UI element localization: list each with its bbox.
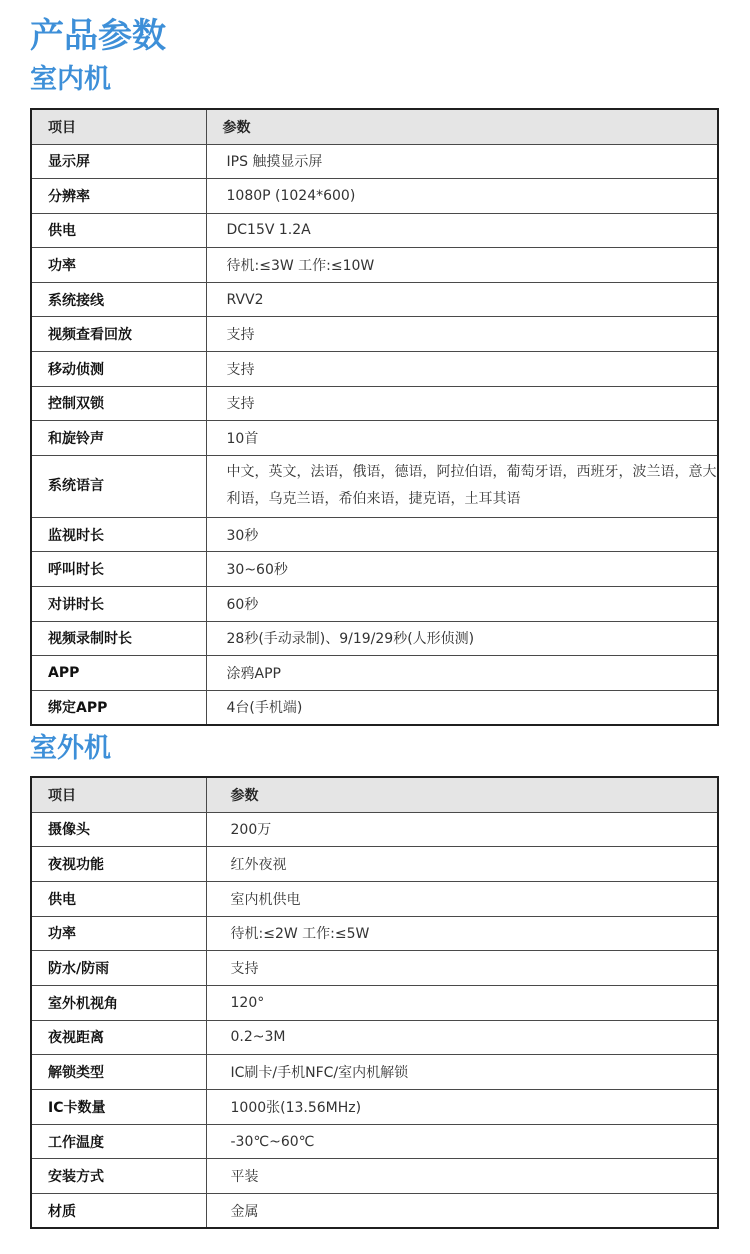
table-row — [31, 951, 718, 986]
indoor-spec-table — [30, 108, 719, 726]
table-row — [31, 1090, 718, 1125]
spec-value: 红外夜视 — [206, 847, 718, 882]
spec-item: 供电 — [31, 213, 206, 248]
spec-value: RVV2 — [206, 282, 718, 317]
spec-value: 200万 — [206, 812, 718, 847]
table-row — [31, 317, 718, 352]
spec-value: 4台(手机端) — [206, 690, 718, 725]
spec-item: 功率 — [31, 248, 206, 283]
table-row — [31, 1124, 718, 1159]
page-title: 产品参数 — [30, 16, 166, 56]
spec-item: 对讲时长 — [31, 587, 206, 622]
spec-value: -30℃~60℃ — [206, 1124, 718, 1159]
table-row — [31, 1194, 718, 1229]
spec-value: 中文，英文，法语，俄语，德语，阿拉伯语，葡萄牙语，西班牙，波兰语，意大利语，乌克兰语，希伯来语，捷克语，土耳其语 — [206, 455, 718, 517]
header-param: 参数 — [206, 777, 718, 812]
spec-item: 防水/防雨 — [31, 951, 206, 986]
spec-item: 分辨率 — [31, 179, 206, 214]
spec-item: 控制双锁 — [31, 386, 206, 421]
spec-value: DC15V 1.2A — [206, 213, 718, 248]
spec-item: 工作温度 — [31, 1124, 206, 1159]
table-row — [31, 587, 718, 622]
table-row — [31, 690, 718, 725]
table-row — [31, 1159, 718, 1194]
table-row — [31, 455, 718, 517]
spec-item: 系统接线 — [31, 282, 206, 317]
spec-item: 移动侦测 — [31, 352, 206, 387]
spec-item: 室外机视角 — [31, 985, 206, 1020]
header-param: 参数 — [206, 109, 718, 144]
table-row — [31, 621, 718, 656]
spec-item: IC卡数量 — [31, 1090, 206, 1125]
header-item: 项目 — [31, 109, 206, 144]
spec-item: 摄像头 — [31, 812, 206, 847]
table-row — [31, 352, 718, 387]
spec-item: 呼叫时长 — [31, 552, 206, 587]
table-row — [31, 213, 718, 248]
spec-value: 60秒 — [206, 587, 718, 622]
spec-item: 供电 — [31, 881, 206, 916]
table-row — [31, 552, 718, 587]
table-row — [31, 421, 718, 456]
spec-value: 支持 — [206, 352, 718, 387]
table-row — [31, 812, 718, 847]
spec-item: 显示屏 — [31, 144, 206, 179]
outdoor-section-title: 室外机 — [30, 733, 111, 764]
spec-item: 安装方式 — [31, 1159, 206, 1194]
table-header-row — [31, 777, 718, 812]
table-row — [31, 248, 718, 283]
spec-value: 支持 — [206, 951, 718, 986]
spec-value: 10首 — [206, 421, 718, 456]
table-row — [31, 985, 718, 1020]
spec-item: 解锁类型 — [31, 1055, 206, 1090]
table-row — [31, 1055, 718, 1090]
spec-value: 120° — [206, 985, 718, 1020]
spec-item: 材质 — [31, 1194, 206, 1229]
spec-value: 1080P (1024*600) — [206, 179, 718, 214]
table-row — [31, 1020, 718, 1055]
table-row — [31, 656, 718, 691]
table-row — [31, 179, 718, 214]
table-header-row — [31, 109, 718, 144]
spec-value: 支持 — [206, 386, 718, 421]
spec-item: 系统语言 — [31, 455, 206, 517]
table-row — [31, 517, 718, 552]
spec-value: 支持 — [206, 317, 718, 352]
spec-value: 30秒 — [206, 517, 718, 552]
spec-item: 功率 — [31, 916, 206, 951]
spec-item: 视频录制时长 — [31, 621, 206, 656]
spec-item: APP — [31, 656, 206, 691]
spec-value: 室内机供电 — [206, 881, 718, 916]
outdoor-spec-table — [30, 776, 719, 1229]
spec-item: 绑定APP — [31, 690, 206, 725]
spec-item: 视频查看回放 — [31, 317, 206, 352]
spec-value: 金属 — [206, 1194, 718, 1229]
table-row — [31, 282, 718, 317]
spec-value: IC刷卡/手机NFC/室内机解锁 — [206, 1055, 718, 1090]
spec-value: 0.2~3M — [206, 1020, 718, 1055]
spec-value: 平装 — [206, 1159, 718, 1194]
spec-value: 1000张(13.56MHz) — [206, 1090, 718, 1125]
spec-item: 夜视距离 — [31, 1020, 206, 1055]
spec-item: 夜视功能 — [31, 847, 206, 882]
table-row — [31, 847, 718, 882]
header-item: 项目 — [31, 777, 206, 812]
indoor-section-title: 室内机 — [30, 64, 111, 95]
table-row — [31, 144, 718, 179]
table-row — [31, 916, 718, 951]
spec-value: IPS 触摸显示屏 — [206, 144, 718, 179]
spec-value: 涂鸦APP — [206, 656, 718, 691]
spec-value: 待机:≤2W 工作:≤5W — [206, 916, 718, 951]
spec-value: 30~60秒 — [206, 552, 718, 587]
spec-item: 监视时长 — [31, 517, 206, 552]
table-row — [31, 386, 718, 421]
spec-value: 待机:≤3W 工作:≤10W — [206, 248, 718, 283]
spec-item: 和旋铃声 — [31, 421, 206, 456]
table-row — [31, 881, 718, 916]
spec-value: 28秒(手动录制)、9/19/29秒(人形侦测) — [206, 621, 718, 656]
